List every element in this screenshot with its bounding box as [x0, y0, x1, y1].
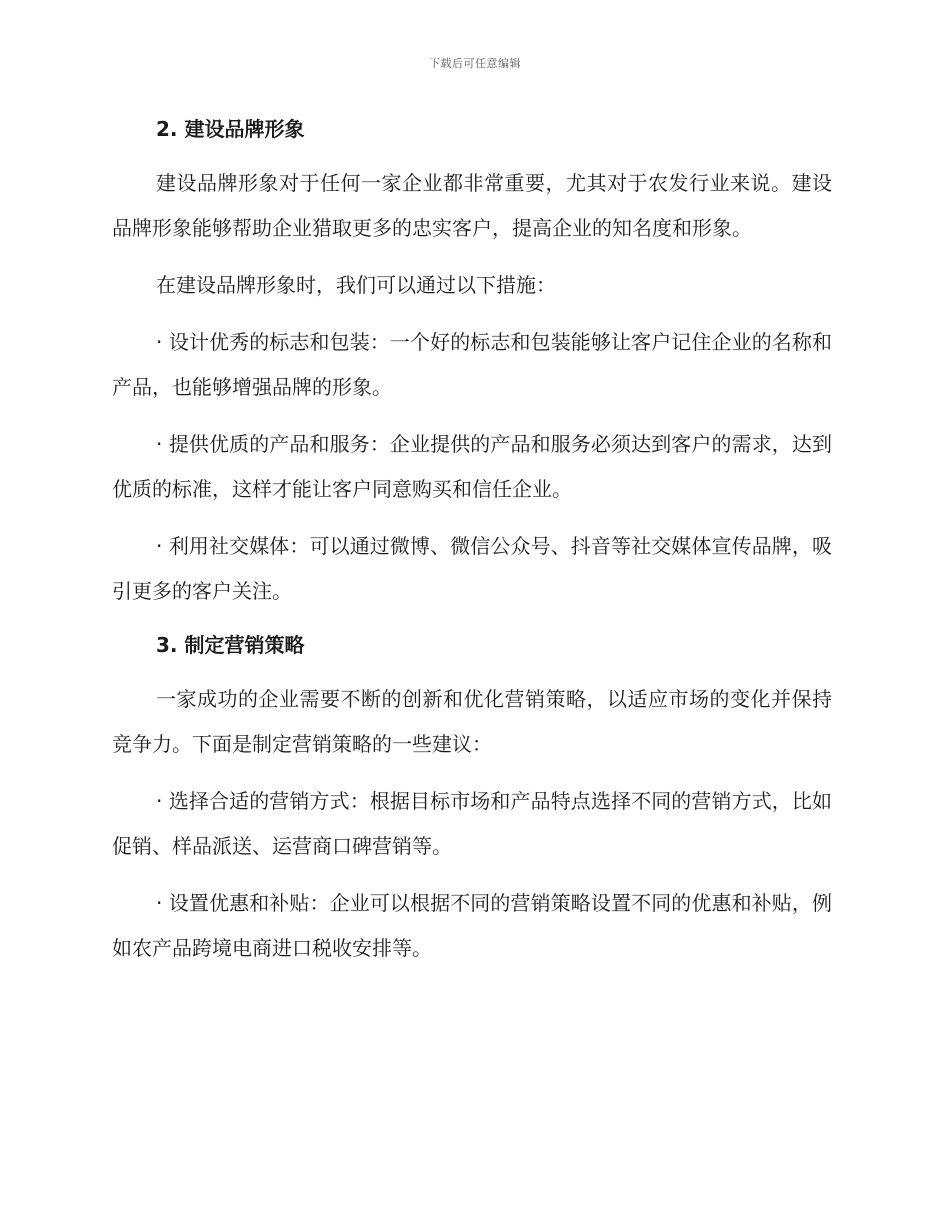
paragraph: 在建设品牌形象时，我们可以通过以下措施： [156, 273, 556, 297]
document-body [112, 110, 832, 983]
bullet-paragraph: · 提供优质的产品和服务：企业提供的产品和服务必须达到客户的需求，达到优质的标准，这样才能让客户同意购买和信任企业。 [112, 432, 832, 501]
section-brand-image [112, 110, 832, 614]
page-header-note: 下载后可任意编辑 [429, 57, 521, 70]
section-marketing-strategy [112, 626, 832, 971]
bullet-paragraph: · 利用社交媒体：可以通过微博、微信公众号、抖音等社交媒体宣传品牌，吸引更多的客户关注。 [112, 534, 832, 603]
section-title: 2. 建设品牌形象 [156, 117, 305, 141]
paragraph: 建设品牌形象对于任何一家企业都非常重要，尤其对于农发行业来说。建设品牌形象能够帮助企业猎取更多的忠实客户，提高企业的知名度和形象。 [112, 171, 832, 240]
paragraph: 一家成功的企业需要不断的创新和优化营销策略，以适应市场的变化并保持竞争力。下面是制定营销策略的一些建议： [112, 687, 832, 756]
bullet-paragraph: · 设计优秀的标志和包装：一个好的标志和包装能够让客户记住企业的名称和产品，也能够增强品牌的形象。 [112, 330, 832, 399]
bullet-paragraph: · 设置优惠和补贴：企业可以根据不同的营销策略设置不同的优惠和补贴，例如农产品跨境电商进口税收安排等。 [112, 891, 832, 960]
section-title: 3. 制定营销策略 [156, 633, 305, 657]
bullet-paragraph: · 选择合适的营销方式：根据目标市场和产品特点选择不同的营销方式，比如促销、样品派送、运营商口碑营销等。 [112, 789, 832, 858]
